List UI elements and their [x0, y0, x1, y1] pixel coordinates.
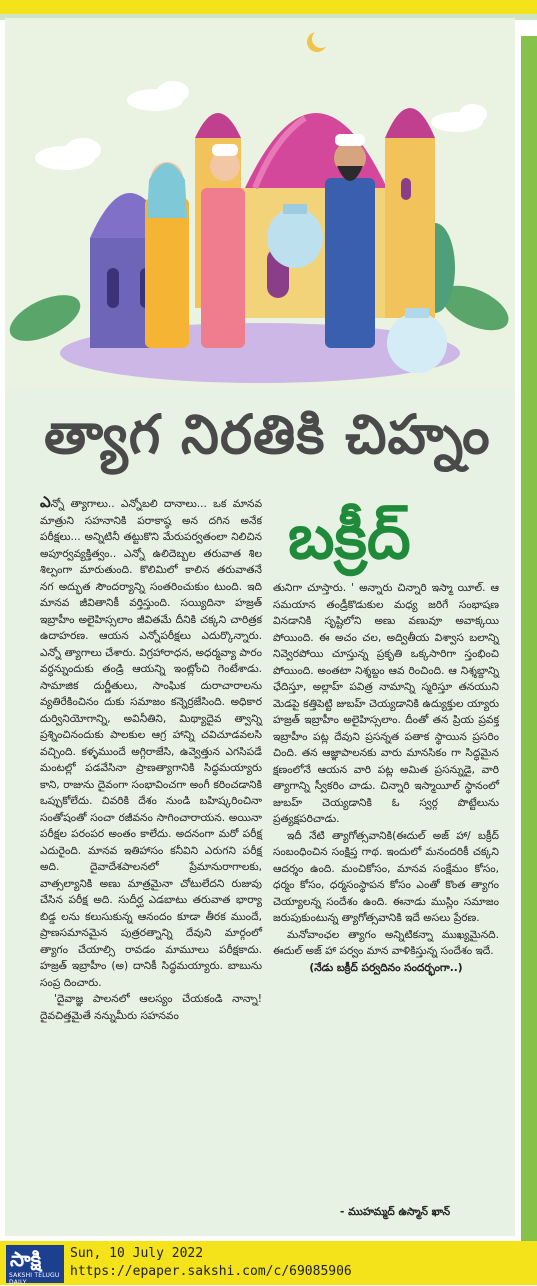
author-byline: - ముహమ్మద్ ఉస్మాన్ ఖాన్ [340, 1206, 451, 1218]
article-column-right [273, 580, 499, 976]
side-green-bar [521, 36, 537, 1241]
logo-text: సాక్షి [10, 1247, 42, 1271]
dropcap: ఎ [40, 493, 51, 511]
sakshi-logo [6, 1245, 64, 1286]
article-column-left [40, 494, 262, 1024]
bakrid-illustration [5, 18, 515, 388]
paragraph-text: న్నో త్యాగాలు.. ఎన్నోబలి దానాలు... ఒక మానవ మాత్రుని సహనానికి పరాకాష్ఠ అన దగిన అనేక పరీక్షలు... అన్నిటినీ తట్టుకొని మేరుపర్వతంలా నిలిచిన అపూర్వవ్యక్తిత్వం.. ఎన్నో ఉలిదెబ్బల తరువాత శిల శిల్పంగా మారుతుంది. కొలిమిలో కాలిన తరువాతనే నగ అద్భుత సౌందర్యాన్ని సంతరించుకుం టుంది. ఇది మానవ జీవితానికీ వర్తిస్తుంది. సయ్యిదినా హజ్రత్ ఇబ్రాహీం అలైహిస్సలాం జీవితమే దీనికి చక్కని చారిత్రక ఉదాహరణ. ఆయన ఎన్నోపరీక్షలు ఎదుర్కొన్నారు. ఎన్నో త్యాగాలు చేశారు. విగ్రహారాధన, అధర్మవ్యా పారం వర్ధన్నుందుకు తండ్రి ఆయన్ని ఇంట్లోంచి గెంటేశాడు. సామాజిక దుర్ణీతులు, సాంఘిక దురాచారాలను వ్యతిరేకించినం దుకు సమాజం కన్నెర్రజేసింది. అధికార దుర్వినియోగాన్ని, అవినీతిని, మిథ్యాదైవ త్వాన్ని ప్రశ్నించినందుకు పాలకుల ఆగ్ర హాన్ని చవిచూడవలసి వచ్చింది. కళ్ళముందే అగ్గిరాజేసి, ఉవ్వెత్తున ఎగసిపడే మంటల్లో పడవేసినా ప్రాణత్యాగానికి సిద్ధమయ్యారు కాని, రాజును దైవంగా సంభావించగా అంగీ కరించడానికి ఒప్పుకోలేదు. చివరికి దేశం నుండి బహిష్కరించినా సంతోషంతో సంచా రజీవనం సాగించారాయన. అయినా పరీక్షల పరంపర అంతం కాలేదు. అదనంగా మరో పరీక్ష ఎదురైంది. మానవ ఇతిహాసం కనీవిని ఎరుగని పరీక్ష అది. దైవాదేశపాలనలో ప్రేమానురాగాలకు, వాత్సల్యానికి అణు మాత్రమైనా చోటులేదని రుజువు చేసిన పరీక్ష అది. సుదీర్ఘ ఎడబాటు తరువాత భార్యా బిడ్డ లను కలుసుకున్న ఆనందం కూడా తీరక ముందే, ప్రాణసమానమైన పుత్రరత్నాన్ని దేవుని మార్గంలో త్యాగం చేయాల్సి రావడం మామూలు పరీక్షకాదు. హజ్రత్ ఇబ్రాహీం (అ) దానికీ సిద్ధమయ్యారు. బాబును సంప్ర దించారు. [40, 498, 262, 989]
subhead: బక్రీద్ [288, 500, 411, 573]
publication-date: Sun, 10 July 2022 [70, 1246, 204, 1261]
top-yellow-strip [0, 0, 537, 14]
occasion-note: (నేడు బక్రీద్ పర్వదినం సందర్భంగా..) [309, 961, 463, 974]
paragraph: ఇదీ నేటి త్యాగోత్సవానికి(ఈదుల్ అజ్ హా/ బక్రీద్ సంబంధించిన సంక్షిప్త గాథ. ఇందులో మనందరికీ చక్కని ఆదర్శం ఉంది. మంచికోసం, మానవ సంక్షేమం కోసం, ధర్మం కోసం, ధర్మసంస్థాపన కోసం ఎంతో కొంత త్యాగం చెయ్యాలన్న సందేశం ఉంది. ఈనాడు ముస్లిం సమాజం జరుపుకుంటున్న త్యాగోత్సవానికి ఇదే అసలు ప్రేరణ. [273, 829, 499, 924]
paragraph [40, 494, 262, 991]
paragraph: 'దైవాజ్ఞ పాలనలో ఆలస్యం చేయకండి నాన్నా! దైవచిత్తమైతే నన్నుమీరు సహనవం [40, 993, 262, 1022]
paragraph: మనోవాంఛల త్యాగం అన్నిటికన్నా ముఖ్యమైనది. ఈదుల్ అజ్ హా పర్వం మాన వాళికిస్తున్న సందేశం ఇదే. [273, 928, 499, 957]
headline: త్యాగ నిరతికి చిహ్నం [44, 403, 491, 466]
logo-subtitle: SAKSHI TELUGU DAILY [9, 1272, 60, 1286]
paragraph: తునిగా చూస్తారు. ' అన్నారు చిన్నారి ఇస్మా యీల్. ఆ సమయాన తండ్రీకొడుకుల మధ్య జరిగే సంభాషణ వినడానికి సృష్టిలోని అణు వణువూ అవాక్కయి పోయింది. ఈ అచం చల, అద్వితీయ విశ్వాస బలాన్ని నివ్వెరపోయి చూస్తున్న ప్రకృతి ఒక్కసారిగా స్తంభించి పోయింది. అంతటా నిశ్శబ్దం ఆవ రించింది. ఆ నిశ్శబ్దాన్ని ఛేదిస్తూ, అల్లాహ్ పవిత్ర నామాన్ని స్మరిస్తూ తనయుని మెడపై కత్తిపెట్టి జుబహ్ చెయ్యడానికి ఉద్యుక్తుల య్యారు హజ్రత్ ఇబ్రాహీం అలైహిస్సలాం. దీంతో తన ప్రియ ప్రవక్త ఇబ్రాహీం పట్ల దేవుని ప్రసన్నత పతాక స్థాయిన ప్రసరిం చింది. తన ఆజ్ఞాపాలనకు వారు మానసికం గా సిద్ధమైన క్షణంలోనే ఆయన వారి పట్ల అమిత ప్రసన్నుడై, వారి త్యాగాన్ని స్వీకరిం చాడు. చిన్నారి ఇస్మాయీల్ స్థానంలో జుబహ్ చెయ్యడానికి ఓ స్వర్గ పొట్టేలును ప్రత్యక్షపరిచాడు. [273, 582, 499, 825]
epaper-link[interactable]: https://epaper.sakshi.com/c/69085906 [70, 1264, 352, 1279]
